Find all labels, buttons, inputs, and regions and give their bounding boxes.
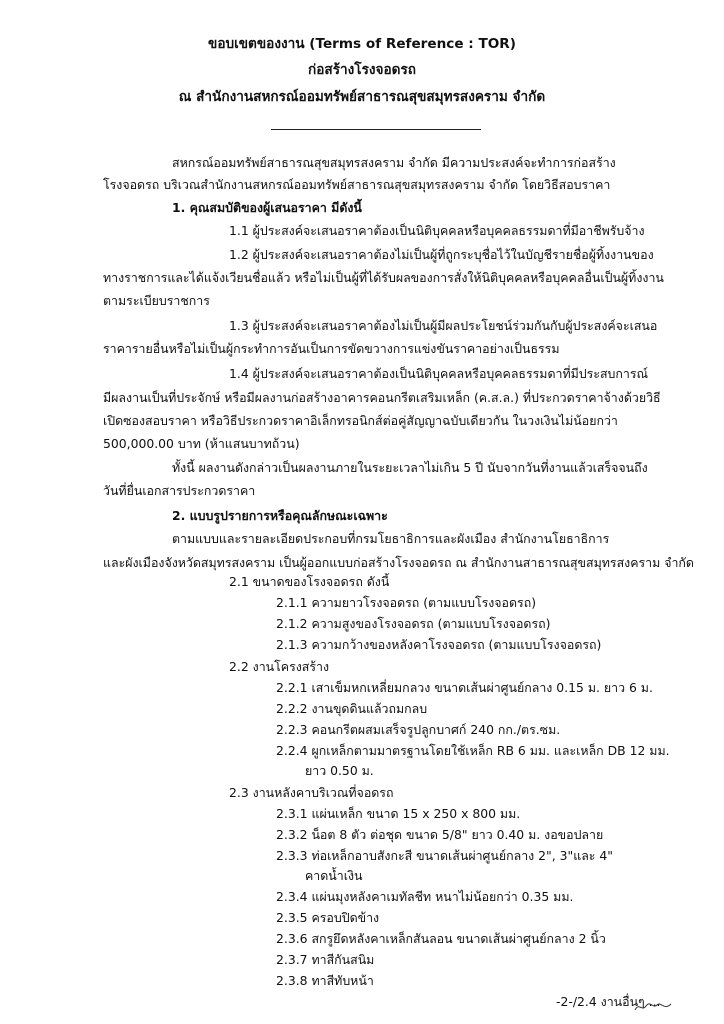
- section-2-intro-line-2: และผังเมืองจังหวัดสมุทรสงคราม เป็นผู้ออกแบบก่อสร้างโรงจอดรถ ณ สำนักงานสาธารณสุขสมุทรสงคราม จำกัด: [103, 555, 694, 570]
- item-1-4-line-3: เปิดซองสอบราคา หรือวิธีประกวดราคาอิเล็กทรอนิกส์ต่อคู่สัญญาฉบับเดียวกัน ในวงเงินไม่น้อยกว่า: [103, 413, 618, 428]
- intro-line-2: โรงจอดรถ บริเวณสำนักงานสหกรณ์ออมทรัพย์สาธารณสุขสมุทรสงคราม จำกัด โดยวิธีสอบราคา: [103, 177, 611, 192]
- title-divider: [271, 129, 481, 130]
- item-2-3-5: 2.3.5 ครอบปิดข้าง: [276, 910, 380, 925]
- item-2-3-3-line-1: 2.3.3 ท่อเหล็กอาบสังกะสี ขนาดเส้นผ่าศูนย์กลาง 2", 3"และ 4": [276, 848, 613, 863]
- title-line-2: ก่อสร้างโรงจอดรถ: [308, 62, 416, 78]
- subsection-2-2-heading: 2.2 งานโครงสร้าง: [229, 659, 329, 674]
- item-1-4-line-4: 500,000.00 บาท (ห้าแสนบาทถ้วน): [103, 436, 300, 451]
- section-1-note-line-1: ทั้งนี้ ผลงานดังกล่าวเป็นผลงานภายในระยะเวลาไม่เกิน 5 ปี นับจากวันที่งานแล้วเสร็จจนถึง: [172, 460, 648, 475]
- item-2-2-1: 2.2.1 เสาเข็มหกเหลี่ยมกลวง ขนาดเส้นผ่าศูนย์กลาง 0.15 ม. ยาว 6 ม.: [276, 680, 653, 695]
- title-line-3: ณ สำนักงานสหกรณ์ออมทรัพย์สาธารณสุขสมุทรสงคราม จำกัด: [178, 89, 546, 105]
- section-1-heading: 1. คุณสมบัติของผู้เสนอราคา มีดังนี้: [172, 200, 362, 215]
- item-1-3-line-2: ราคารายอื่นหรือไม่เป็นผู้กระทำการอันเป็นการขัดขวางการแข่งขันราคาอย่างเป็นธรรม: [103, 341, 560, 356]
- section-2-intro-line-1: ตามแบบและรายละเอียดประกอบที่กรมโยธาธิการและผังเมือง สำนักงานโยธาธิการ: [172, 531, 610, 546]
- intro-line-1: สหกรณ์ออมทรัพย์สาธารณสุขสมุทรสงคราม จำกัด มีความประสงค์จะทำการก่อสร้าง: [172, 155, 616, 170]
- signature-mark: [633, 1000, 673, 1014]
- title-line-1: ขอบเขตของงาน (Terms of Reference : TOR): [208, 36, 516, 52]
- item-1-3-line-1: 1.3 ผู้ประสงค์จะเสนอราคาต้องไม่เป็นผู้มีผลประโยชน์ร่วมกันกับผู้ประสงค์จะเสนอ: [229, 318, 658, 333]
- item-2-2-4-line-2: ยาว 0.50 ม.: [305, 763, 374, 778]
- subsection-2-3-heading: 2.3 งานหลังคาบริเวณที่จอดรถ: [229, 785, 394, 800]
- item-2-3-1: 2.3.1 แผ่นเหล็ก ขนาด 15 x 250 x 800 มม.: [276, 806, 521, 821]
- item-2-2-3: 2.2.3 คอนกรีตผสมเสร็จรูปลูกบาศก์ 240 กก./ตร.ซม.: [276, 722, 561, 737]
- item-2-3-4: 2.3.4 แผ่นมุงหลังคาเมทัลชีท หนาไม่น้อยกว่า 0.35 มม.: [276, 889, 574, 904]
- item-1-4-line-1: 1.4 ผู้ประสงค์จะเสนอราคาต้องเป็นนิติบุคคลหรือบุคคลธรรมดาที่มีประสบการณ์: [229, 366, 649, 381]
- item-2-3-3-line-2: คาดน้ำเงิน: [305, 868, 363, 883]
- item-2-1-1: 2.1.1 ความยาวโรงจอดรถ (ตามแบบโรงจอดรถ): [276, 595, 537, 610]
- item-2-1-2: 2.1.2 ความสูงของโรงจอดรถ (ตามแบบโรงจอดรถ): [276, 616, 551, 631]
- item-1-2-line-1: 1.2 ผู้ประสงค์จะเสนอราคาต้องไม่เป็นผู้ที่ถูกระบุชื่อไว้ในบัญชีรายชื่อผู้ทิ้งงานของ: [229, 247, 654, 262]
- item-2-3-6: 2.3.6 สกรูยึดหลังคาเหล็กสันลอน ขนาดเส้นผ่าศูนย์กลาง 2 นิ้ว: [276, 931, 606, 946]
- item-2-2-2: 2.2.2 งานขุดดินแล้วถมกลบ: [276, 701, 428, 716]
- section-2-heading: 2. แบบรูปรายการหรือคุณลักษณะเฉพาะ: [172, 508, 388, 523]
- item-2-3-7: 2.3.7 ทาสีกันสนิม: [276, 952, 375, 967]
- subsection-2-1-heading: 2.1 ขนาดของโรงจอดรถ ดังนี้: [229, 574, 390, 589]
- item-2-1-3: 2.1.3 ความกว้างของหลังคาโรงจอดรถ (ตามแบบโรงจอดรถ): [276, 637, 602, 652]
- item-1-1: 1.1 ผู้ประสงค์จะเสนอราคาต้องเป็นนิติบุคคลหรือบุคคลธรรมดาที่มีอาชีพรับจ้าง: [229, 223, 645, 238]
- item-2-3-2: 2.3.2 น็อต 8 ตัว ต่อชุด ขนาด 5/8" ยาว 0.40 ม. งอขอปลาย: [276, 827, 604, 842]
- item-2-2-4-line-1: 2.2.4 ผูกเหล็กตามมาตรฐานโดยใช้เหล็ก RB 6 มม. และเหล็ก DB 12 มม.: [276, 743, 670, 758]
- section-1-note-line-2: วันที่ยื่นเอกสารประกวดราคา: [103, 483, 256, 498]
- page-continuation: -2-/2.4 งานอื่นๆ ...: [556, 994, 661, 1009]
- item-1-2-line-3: ตามระเบียบราชการ: [103, 293, 210, 308]
- item-1-4-line-2: มีผลงานเป็นที่ประจักษ์ หรือมีผลงานก่อสร้างอาคารคอนกรีตเสริมเหล็ก (ค.ส.ล.) ที่ประกวดราคาจ้างด้วยวิธี: [103, 390, 661, 405]
- item-2-3-8: 2.3.8 ทาสีทับหน้า: [276, 973, 374, 988]
- item-1-2-line-2: ทางราชการและได้แจ้งเวียนชื่อแล้ว หรือไม่เป็นผู้ที่ได้รับผลของการสั่งให้นิติบุคคลหรือบุคคลอื่นเป็นผู้ทิ้งงาน: [103, 270, 664, 285]
